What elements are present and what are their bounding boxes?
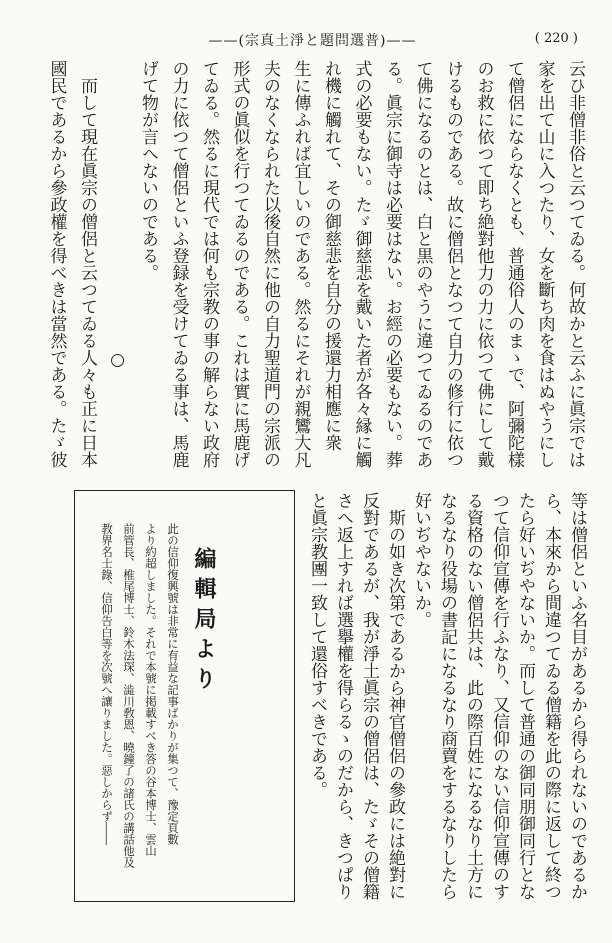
lower-tier-text xyxy=(304,492,590,907)
editorial-notice-column: 前管長、椎尾博士、鈴木法琛、澁川敎恩、曉鐘了の諸氏の講話他及 xyxy=(122,523,136,868)
running-title: ——(宗真土淨と題問選普)—— xyxy=(208,33,417,49)
text-column: つて信仰宣傳を行ふなり、又信仰のない信仰宣傳のす xyxy=(489,492,509,900)
text-column: 好いぢやないか。 xyxy=(411,492,431,628)
text-column-paragraph-start: 斯の如き次第であるから神官僧侶の參政には絶對に xyxy=(385,509,405,900)
editorial-notice-column: より約超しました。それで本號に掲載すべき答の谷本博士、雲山 xyxy=(144,523,158,857)
text-column: たら好いぢやないか。而して普通の御同朋御同行とな xyxy=(515,492,535,900)
text-column: て僧侶にならなくとも、普通俗人のまゝで、阿彌陀樣 xyxy=(504,60,524,468)
page-number: ( 220 ) xyxy=(534,31,578,46)
text-column: 夫のなくなられた以後自然に他の自力聖道門の宗派の xyxy=(260,60,280,468)
editorial-notice-column: 此の信仰復興號は非常に有益な記事ばかりが集つて、豫定頁數 xyxy=(166,523,180,845)
text-column: て佛になるのとは、白と黒のやうに違つてゐるのであ xyxy=(412,60,433,468)
text-column: なるなり役場の書記になるなり商賣をするなりしたら xyxy=(437,492,457,900)
text-column: 云ひ非僧非俗と云つてゐる。何故かと云ふに眞宗では xyxy=(565,60,585,468)
text-column: のお救に依つて即ち絶對他力の力に依つて佛にして戴 xyxy=(473,60,494,468)
text-column-paragraph-start: 而して現在眞宗の僧侶と云つてゐる人々も正に日本 xyxy=(77,77,97,468)
editorial-notice-box xyxy=(74,490,295,902)
text-column: 家を出て山に入つたり、女を斷ち肉を食はぬやうにし xyxy=(534,60,555,468)
text-column: の力に依つて僧侶といふ登録を受けてゐる事は、馬鹿 xyxy=(168,60,189,468)
text-column: げて物が言へないのである。 xyxy=(138,60,158,281)
editorial-notice-title: 編輯局より xyxy=(191,547,217,697)
text-column: れ機に觸れて、その御慈悲を自分の援還力相應に衆 xyxy=(321,60,341,451)
text-column: 形式の眞似を行つてゐるのである。これは實に馬鹿げ xyxy=(229,60,250,468)
upper-tier-text xyxy=(41,60,590,475)
text-column: けるものである。故に僧侶となつて自力の修行に依つ xyxy=(443,60,463,468)
text-column: 生に傳ふれば宜しいのである。然るにそれが親鸞大凡 xyxy=(290,60,311,468)
text-column: ら、本來から間違つてゐる僧籍を此の際に返して終つ xyxy=(541,492,561,900)
text-column: 國民であるから參政權を得べきは當然である。たゞ彼 xyxy=(46,60,67,468)
text-column: る資格のない僧侶共は、此の際百姓になるなり土方に xyxy=(463,492,483,900)
text-column: 反對であるが、我が淨土眞宗の僧侶は、たゞその僧籍 xyxy=(359,492,379,900)
text-column: る。眞宗に御寺は必要はない。お經の必要もない。葬 xyxy=(382,60,402,468)
editorial-notice-column: 教界名士錄、信仰告白等を次號へ讓りました。惡しからず―― xyxy=(100,523,114,845)
text-column: てゐる。然るに現代では何も宗教の事の解らない政府 xyxy=(199,60,219,468)
text-column: さへ返上すれば選擧權を得らるゝのだから、きつぱり xyxy=(333,492,353,900)
text-column: と眞宗教團一致して還俗すべきである。 xyxy=(307,492,327,798)
text-column: 等は僧侶といふ名目があるから得られないのであるか xyxy=(567,492,587,900)
text-column: 式の必要もない。たゞ御慈悲を戴いた者が各々縁に觸 xyxy=(351,60,372,468)
editorial-notice-content xyxy=(96,491,224,901)
section-break-mark: ○ xyxy=(107,350,128,370)
